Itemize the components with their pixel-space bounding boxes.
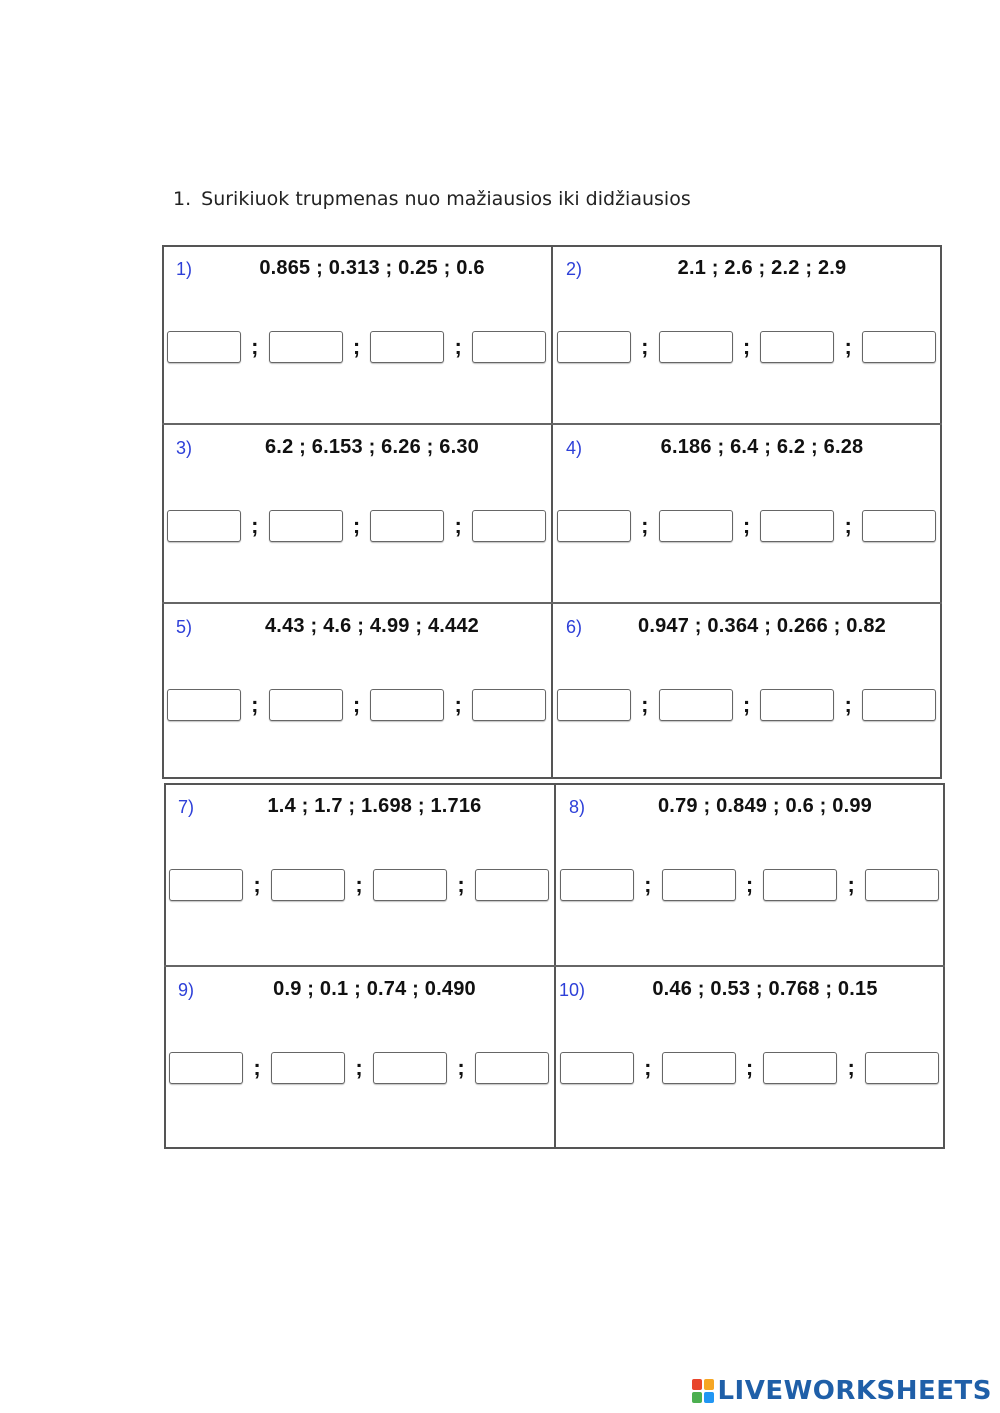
separator: ; xyxy=(847,872,855,897)
exercise-label: 8) xyxy=(569,797,586,817)
answer-row xyxy=(167,510,546,542)
exercise-label: 1) xyxy=(176,259,193,279)
exercise-cell-9 xyxy=(164,966,555,1149)
answer-input-1[interactable] xyxy=(557,510,631,542)
exercise-cell-8 xyxy=(555,783,945,966)
answer-row xyxy=(167,689,546,721)
answer-input-4[interactable] xyxy=(862,331,936,363)
answer-input-4[interactable] xyxy=(472,689,546,721)
exercise-label: 6) xyxy=(566,617,583,637)
answer-input-2[interactable] xyxy=(662,869,736,901)
separator: ; xyxy=(742,513,751,538)
exercise-numbers: 2.1 ; 2.6 ; 2.2 ; 2.9 xyxy=(677,257,847,279)
answer-input-4[interactable] xyxy=(475,869,549,901)
exercise-cell-2 xyxy=(552,245,942,424)
answer-input-2[interactable] xyxy=(269,331,343,363)
separator: ; xyxy=(844,334,852,359)
exercise-cell-10 xyxy=(555,966,945,1149)
exercise-cell-7 xyxy=(164,783,555,966)
separator: ; xyxy=(644,872,652,897)
logo-text: LIVEWORKSHEETS xyxy=(717,1376,992,1406)
answer-input-3[interactable] xyxy=(760,689,834,721)
answer-input-3[interactable] xyxy=(763,1052,837,1084)
answer-input-3[interactable] xyxy=(370,331,444,363)
exercise-label: 7) xyxy=(178,797,195,817)
separator: ; xyxy=(355,1055,363,1080)
exercise-cell-4 xyxy=(552,424,942,603)
exercise-cell-6 xyxy=(552,603,942,779)
separator: ; xyxy=(454,334,462,359)
separator: ; xyxy=(253,872,261,897)
exercise-cell-1 xyxy=(162,245,552,424)
exercise-label: 4) xyxy=(566,438,583,458)
answer-input-4[interactable] xyxy=(472,331,546,363)
logo-mark-icon xyxy=(692,1379,714,1403)
exercise-cell-5 xyxy=(162,603,552,779)
answer-input-3[interactable] xyxy=(763,869,837,901)
exercise-table-top xyxy=(162,245,942,779)
instruction xyxy=(173,188,691,210)
separator: ; xyxy=(251,692,259,717)
liveworksheets-logo xyxy=(692,1376,992,1406)
separator: ; xyxy=(454,513,462,538)
exercise-table-bottom xyxy=(164,783,945,1149)
separator: ; xyxy=(355,872,363,897)
answer-input-4[interactable] xyxy=(472,510,546,542)
answer-input-3[interactable] xyxy=(370,510,444,542)
answer-input-2[interactable] xyxy=(269,689,343,721)
answer-input-1[interactable] xyxy=(560,869,634,901)
answer-row xyxy=(167,331,546,363)
answer-row xyxy=(169,869,549,901)
answer-input-1[interactable] xyxy=(557,331,631,363)
instruction-text: Surikiuok trupmenas nuo mažiausios iki didžiausios xyxy=(201,188,691,210)
exercise-numbers: 0.46 ; 0.53 ; 0.768 ; 0.15 xyxy=(652,978,878,1000)
separator: ; xyxy=(745,872,754,897)
separator: ; xyxy=(742,334,751,359)
answer-input-2[interactable] xyxy=(659,331,733,363)
answer-input-3[interactable] xyxy=(373,1052,447,1084)
separator: ; xyxy=(457,1055,465,1080)
answer-input-2[interactable] xyxy=(662,1052,736,1084)
answer-input-3[interactable] xyxy=(370,689,444,721)
separator: ; xyxy=(352,334,361,359)
separator: ; xyxy=(644,1055,652,1080)
instruction-number: 1. xyxy=(173,188,192,210)
exercise-label: 10) xyxy=(559,980,586,1000)
answer-input-1[interactable] xyxy=(169,869,243,901)
answer-input-2[interactable] xyxy=(269,510,343,542)
answer-input-4[interactable] xyxy=(862,510,936,542)
answer-input-4[interactable] xyxy=(475,1052,549,1084)
separator: ; xyxy=(251,513,259,538)
answer-input-2[interactable] xyxy=(271,869,345,901)
separator: ; xyxy=(641,513,649,538)
answer-input-1[interactable] xyxy=(167,689,241,721)
separator: ; xyxy=(352,513,361,538)
answer-input-2[interactable] xyxy=(659,510,733,542)
separator: ; xyxy=(251,334,259,359)
answer-input-1[interactable] xyxy=(167,331,241,363)
exercise-numbers: 0.79 ; 0.849 ; 0.6 ; 0.99 xyxy=(657,795,873,817)
exercise-numbers: 6.2 ; 6.153 ; 6.26 ; 6.30 xyxy=(264,436,480,458)
exercise-label: 9) xyxy=(178,980,195,1000)
answer-input-1[interactable] xyxy=(560,1052,634,1084)
answer-input-1[interactable] xyxy=(557,689,631,721)
exercise-numbers: 4.43 ; 4.6 ; 4.99 ; 4.442 xyxy=(264,615,480,637)
answer-row xyxy=(557,510,936,542)
separator: ; xyxy=(745,1055,754,1080)
answer-input-3[interactable] xyxy=(373,869,447,901)
separator: ; xyxy=(641,334,649,359)
answer-input-4[interactable] xyxy=(862,689,936,721)
answer-input-2[interactable] xyxy=(659,689,733,721)
exercise-numbers: 1.4 ; 1.7 ; 1.698 ; 1.716 xyxy=(267,795,482,817)
separator: ; xyxy=(844,692,852,717)
answer-row xyxy=(557,331,936,363)
separator: ; xyxy=(454,692,462,717)
answer-input-3[interactable] xyxy=(760,510,834,542)
exercise-numbers: 0.947 ; 0.364 ; 0.266 ; 0.82 xyxy=(638,615,886,637)
answer-row xyxy=(560,869,939,901)
exercise-label: 3) xyxy=(176,438,193,458)
answer-input-4[interactable] xyxy=(865,869,939,901)
answer-input-1[interactable] xyxy=(169,1052,243,1084)
answer-input-1[interactable] xyxy=(167,510,241,542)
separator: ; xyxy=(253,1055,261,1080)
exercise-numbers: 6.186 ; 6.4 ; 6.2 ; 6.28 xyxy=(660,436,864,458)
separator: ; xyxy=(742,692,751,717)
exercise-cell-3 xyxy=(162,424,552,603)
separator: ; xyxy=(844,513,852,538)
answer-row xyxy=(557,689,936,721)
answer-input-3[interactable] xyxy=(760,331,834,363)
answer-row xyxy=(560,1052,939,1084)
exercise-numbers: 0.9 ; 0.1 ; 0.74 ; 0.490 xyxy=(273,978,476,1000)
separator: ; xyxy=(457,872,465,897)
answer-input-4[interactable] xyxy=(865,1052,939,1084)
separator: ; xyxy=(641,692,649,717)
separator: ; xyxy=(352,692,361,717)
exercise-numbers: 0.865 ; 0.313 ; 0.25 ; 0.6 xyxy=(259,257,485,279)
answer-input-2[interactable] xyxy=(271,1052,345,1084)
exercise-label: 2) xyxy=(566,259,583,279)
separator: ; xyxy=(847,1055,855,1080)
exercise-label: 5) xyxy=(176,617,193,637)
answer-row xyxy=(169,1052,549,1084)
